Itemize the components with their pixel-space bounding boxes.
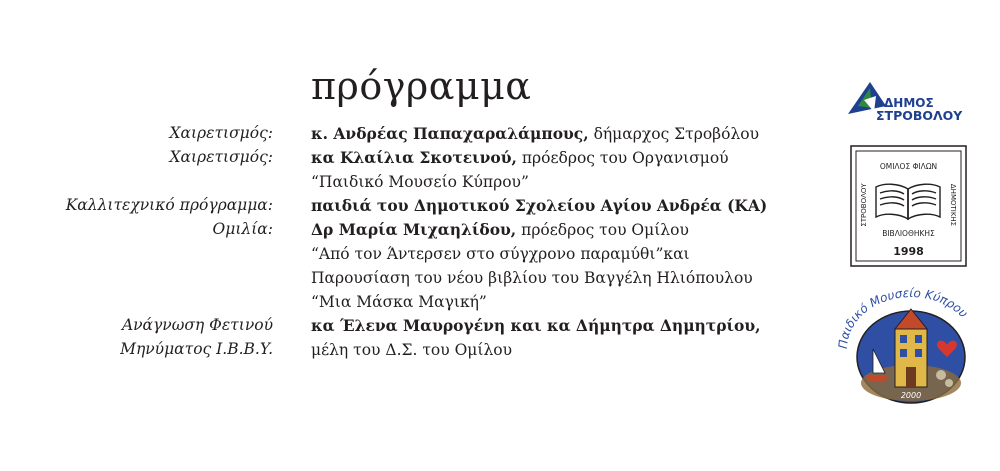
- program-row: [0, 172, 800, 196]
- program-row: [0, 196, 800, 220]
- museum-logo-arc: Παιδικό Μουσείο Κύπρου: [835, 285, 971, 350]
- museum-logo-year: 2000: [900, 391, 922, 400]
- library-logo-left: ΣΤΡΟΒΟΛΟΥ: [860, 183, 868, 227]
- program-row-label: Ανάγνωση Φετινού: [121, 316, 273, 334]
- program-row-content: [311, 340, 512, 359]
- program-row: [0, 268, 800, 292]
- library-logo-bottom: ΒΙΒΛΙΟΘΗΚΗΣ: [882, 229, 935, 238]
- program-row: [0, 340, 800, 364]
- program-row-label: Μηνύματος I.B.B.Y.: [120, 340, 273, 358]
- strovolos-logo-line2: ΣΤΡΟΒΟΛΟΥ: [876, 108, 963, 123]
- program-row: [0, 316, 800, 340]
- program-row-normal: μέλη του Δ.Σ. του Ομίλου: [311, 341, 513, 359]
- open-book-icon: [876, 184, 940, 219]
- program-row-content: [311, 244, 690, 263]
- program-row-content: [311, 220, 689, 239]
- program-row: [0, 244, 800, 268]
- program-row-content: [311, 268, 753, 287]
- library-logo-top: ΟΜΙΛΟΣ ΦΙΛΩΝ: [879, 162, 938, 171]
- program-row-label: Καλλιτεχνικό πρόγραμμα:: [65, 196, 273, 214]
- program-row-label: Χαιρετισμός:: [169, 148, 273, 166]
- strovolos-logo-line1: ΔΗΜΟΣ: [884, 96, 934, 110]
- program-row-bold: παιδιά του Δημοτικού Σχολείου Αγίου Ανδρέα (ΚΑ): [311, 196, 768, 215]
- program-row-bold: κα Έλενα Μαυρογένη και κα Δήμητρα Δημητρίου,: [311, 316, 761, 335]
- program-row: [0, 124, 800, 148]
- program-row-normal: “Παιδικό Μουσείο Κύπρου”: [311, 173, 529, 191]
- program-row: [0, 292, 800, 316]
- program-row-content: [311, 196, 767, 215]
- strovolos-municipality-logo: [846, 74, 986, 124]
- program-row-label: Χαιρετισμός:: [169, 124, 273, 142]
- library-logo-right: ΔΗΜΟΤΙΚΗΣ: [949, 183, 957, 227]
- childrens-museum-logo: [833, 283, 989, 407]
- program-row-normal: “Από τον Άντερσεν στο σύγχρονο παραμύθι”και: [311, 245, 690, 263]
- program-row-normal: “Μια Μάσκα Μαγική”: [311, 293, 487, 311]
- program-row-bold: κ. Ανδρέας Παπαχαραλάμπους,: [311, 124, 589, 143]
- program-row-bold: Δρ Μαρία Μιχαηλίδου,: [311, 220, 517, 239]
- program-row: [0, 220, 800, 244]
- program-row: [0, 148, 800, 172]
- program-row-content: [311, 124, 759, 143]
- program-row-normal: δήμαρχος Στροβόλου: [588, 125, 760, 143]
- program-row-label: Ομιλία:: [212, 220, 273, 238]
- program-row-normal: Παρουσίαση του νέου βιβλίου του Βαγγέλη Ηλιόπουλου: [311, 269, 753, 287]
- page-title: πρόγραμμα: [311, 64, 532, 108]
- program-row-content: [311, 316, 761, 335]
- program-row-content: [311, 148, 729, 167]
- library-friends-logo: [850, 145, 967, 267]
- program-row-normal: πρόεδρος του Οργανισμού: [516, 149, 729, 167]
- program-row-bold: κα Κλαίλια Σκοτεινού,: [311, 148, 517, 167]
- program-row-content: [311, 172, 529, 191]
- program-row-normal: πρόεδρος του Ομίλου: [516, 221, 689, 239]
- library-logo-year: 1998: [893, 245, 924, 258]
- program-row-content: [311, 292, 487, 311]
